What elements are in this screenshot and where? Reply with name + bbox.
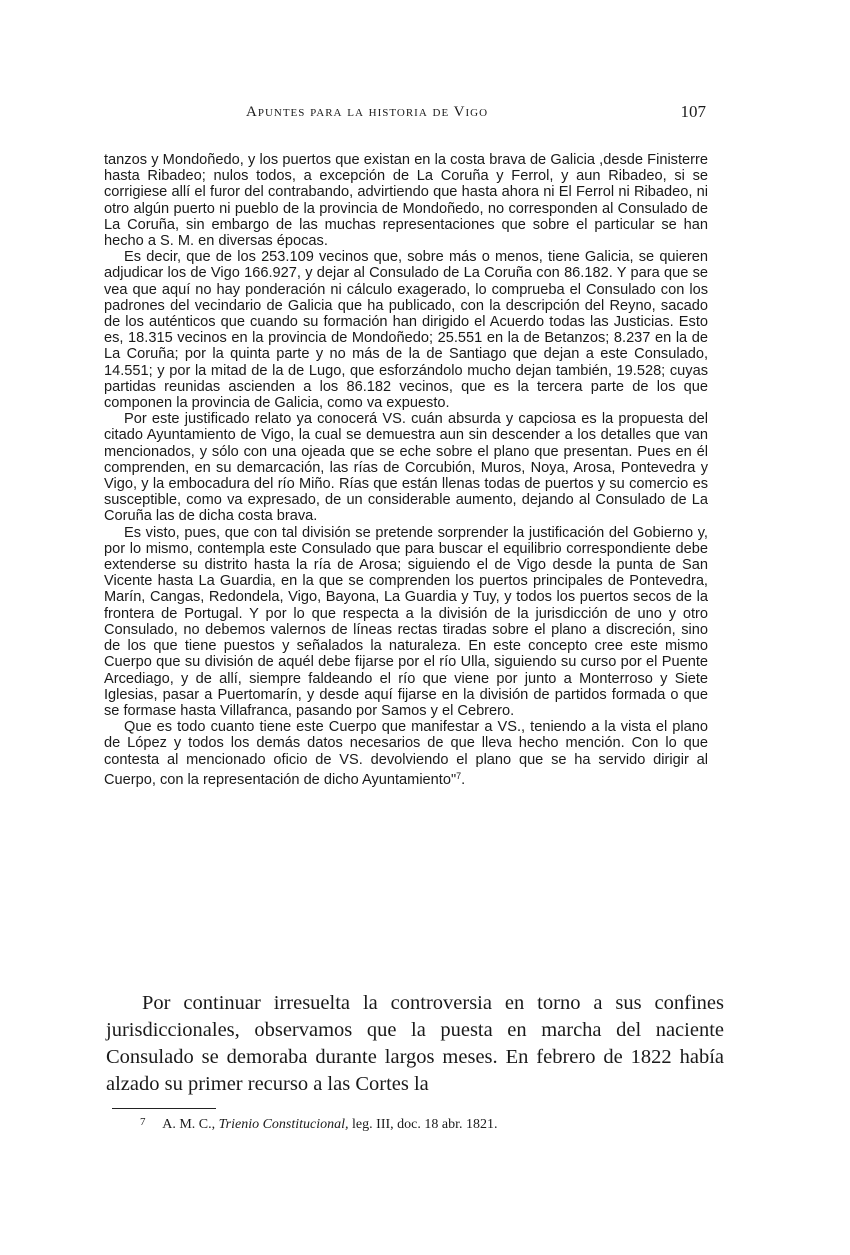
- footnote-divider: [112, 1108, 216, 1109]
- body-paragraph: Por continuar irresuelta la controversia en torno a sus confines jurisdiccionales, observamos que la puesta en marcha del naciente Consulado se demoraba durante largos meses. En febrero de 1822 había alzado su primer recurso a las Cortes la: [106, 992, 724, 1095]
- footnote: [140, 1116, 720, 1133]
- quote-paragraph-1: tanzos y Mondoñedo, y los puertos que existan en la costa brava de Galicia ,desde Finisterre hasta Ribadeo; nulos todos, a excepción de La Coruña y Ferrol, y aun Ribadeo, si se corrigiese allí el furor del contrabando, advirtiendo que hasta ahora ni El Ferrol ni Ribadeo, ni otro algún puerto ni pueblo de la provincia de Mondoñedo, no corresponden al Consulado de La Coruña, sin embargo de las muchas representaciones que sobre el particular se han hecho a S. M. en diversas épocas.: [104, 152, 708, 250]
- quote-paragraph-2: Es decir, que de los 253.109 vecinos que, sobre más o menos, tiene Galicia, se quieren adjudicar los de Vigo 166.927, y dejar al Consulado de La Coruña con 86.182. Y para que se vea que aquí no hay ponderación ni cálculo exagerado, lo comprueba el Consulado con los padrones del vecindario de Galicia que ha publicado, con la descripción del Reyno, sacado de los auténticos que cuando su formación han dirigido el Acuerdo todas las Justicias. Esto es, 18.315 vecinos en la provincia de Mondoñedo; 25.551 en la de Betanzos; 8.237 en la de La Coruña; por la quinta parte y no más de la de Santiago que dejan a este Consulado, 14.551; y por la mitad de la de Lugo, que esforzándolo mucho dejan también, 19.528; cuyas partidas reunidas ascienden a los 86.182 vecinos, que es la tercera parte de los que componen la provincia de Galicia, como va expuesto.: [104, 249, 708, 412]
- closing-punctuation: .: [461, 771, 466, 788]
- body-text: [106, 990, 724, 1098]
- quote-paragraph-3: Por este justificado relato ya conocerá VS. cuán absurda y capciosa es la propuesta del citado Ayuntamiento de Vigo, la cual se demuestra aun sin descender a los detalles que van mencionados, y sólo con una ojeada que se eche sobre el plano que presentan. Pues en él comprenden, en su demarcación, las rías de Corcubión, Muros, Noya, Arosa, Pontevedra y Vigo, y la embocadura del río Miño. Rías que están llenas todas de puertos y su comercio es susceptible, como va expresado, de un considerable aumento, dejando al Consulado de La Coruña las de dicha costa brava.: [104, 411, 708, 525]
- footnote-number: 7: [140, 1116, 146, 1128]
- quote-paragraph-5: [104, 719, 708, 788]
- page-number: 107: [680, 102, 706, 121]
- quoted-document-block: [104, 152, 708, 788]
- footnote-title: Trienio Constitucional,: [218, 1117, 349, 1132]
- running-header: [112, 102, 712, 126]
- quote-paragraph-4: Es visto, pues, que con tal división se pretende sorprender la justificación del Gobierno y, por lo mismo, contempla este Consulado que para buscar el equilibrio correspondiente debe extenderse su distrito hasta la ría de Arosa; siguiendo el de Vigo desde la punta de San Vicente hasta La Guardia, en la que se comprenden los puertos principales de Pontevedra, Marín, Cangas, Redondela, Vigo, Bayona, La Guardia y Tuy, y todos los puertos secos de la frontera de Portugal. Y por lo que respecta a la división de la jurisdicción de uno y otro Consulado, no debemos valernos de líneas rectas tiradas sobre el plano a discreción, sino de los que tiene puestos y señalados la naturaleza. En este concepto cree este mismo Cuerpo que su división de aquél debe fijarse por el río Ulla, siguiendo su curso por el Puente Arcediago, y de allí, siempre faldeando el río que viene por junto a Monterroso y Siete Iglesias, pasar a Puertomarín, y desde aquí fijarse en la división de partidos formada o que se formase hasta Villafranca, pasando por Samos y el Cebrero.: [104, 524, 708, 719]
- footnote-prefix: A. M. C.,: [162, 1117, 216, 1132]
- footnote-suffix: leg. III, doc. 18 abr. 1821.: [352, 1117, 498, 1132]
- running-title: Apuntes para la historia de Vigo: [246, 104, 489, 120]
- footnote-reference: 7: [456, 770, 462, 781]
- quote-paragraph-5-text: Que es todo cuanto tiene este Cuerpo que manifestar a VS., teniendo a la vista el plano de López y todos los demás datos necesarios de que lleva hecho mención. Con lo que contesta al mencionado oficio de VS. devolviendo el plano que se ha servido dirigir al Cuerpo, con la representación de dicho Ayuntamiento": [104, 719, 708, 788]
